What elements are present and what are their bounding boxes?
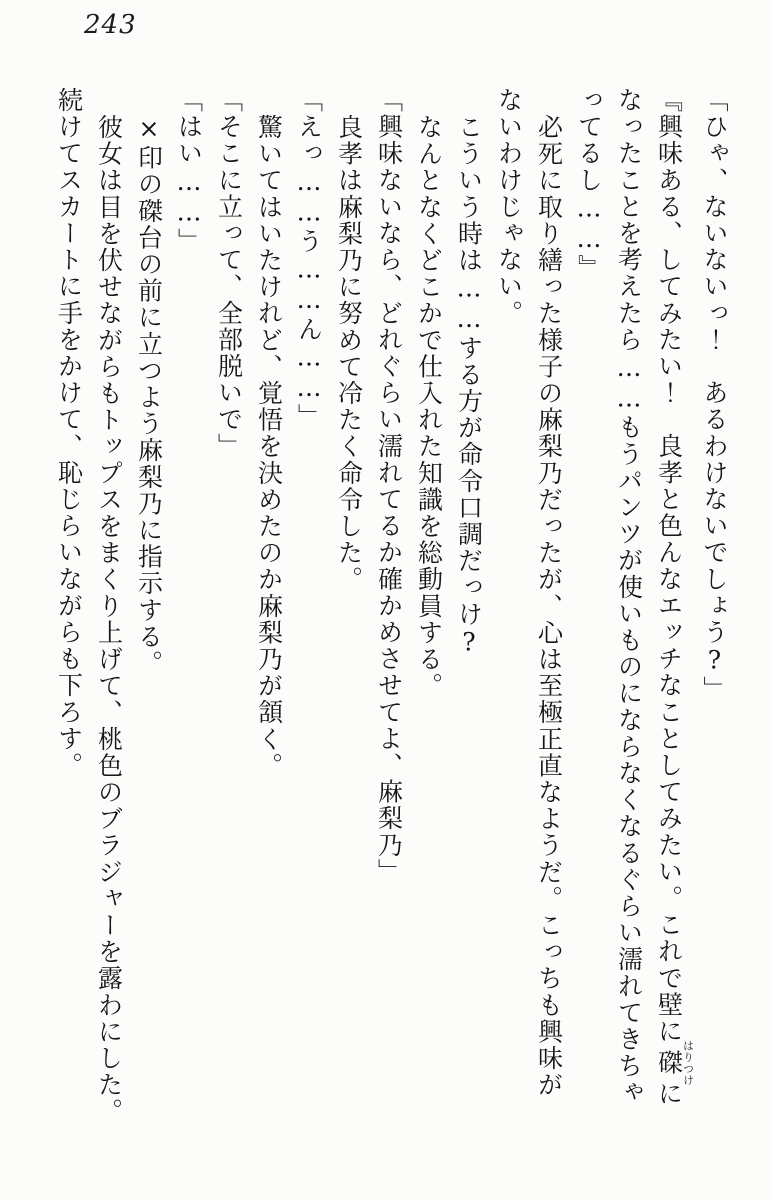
text-line-9: 「興味ないなら、どれぐらい濡れてるか確かめさせてよ、麻梨乃」 [374,87,404,885]
text-line-2 [649,87,695,1127]
text-segment: 『興味ある、してみたい！ 良孝と色んなエッチなことしてみたい。これで壁に [654,87,684,1045]
text-line-5: 必死に取り繕った様子の麻梨乃だったが、心は至極正直なようだ。こっちも興味が [534,114,564,1099]
furigana-annotation: 磔はりつけ [654,1039,695,1086]
text-line-16: 彼女は目を伏せながらもトップスをまくり上げて、桃色のブラジャーを露わにした。 [94,114,124,1125]
text-line-14: 「はい……」 [174,87,204,255]
text-line-13: 「そこに立って、全部脱いで」 [214,87,244,460]
text-line-1: 「ひゃ、ないないっ！ あるわけないでしょう?」 [700,87,729,703]
text-line-7: こういう時は……する方が命令口調だっけ? [454,114,484,658]
text-segment: に [654,1080,684,1108]
text-line-4: ってるし……』 [574,87,604,282]
page-number: 243 [84,10,137,40]
text-line-15: ×印の磔台の前に立つよう麻梨乃に指示する。 [134,114,164,677]
text-line-8: なんとなくどこかで仕入れた知識を総動員する。 [414,114,444,700]
text-line-12: 驚いてはいたけれど、覚悟を決めたのか麻梨乃が頷く。 [254,114,284,779]
text-line-10: 良孝は麻梨乃に努めて冷たく命令した。 [334,114,364,593]
text-line-11: 「えっ……う……ん……」 [294,87,324,431]
text-line-3: なったことを考えたら……もうパンツが使いものにならなくなるぐらい濡れてきちゃ [614,87,644,1106]
text-line-6: ないわけじゃない。 [494,87,524,327]
text-line-17: 続けてスカートに手をかけて、恥じらいながらも下ろす。 [54,87,84,779]
page-text [49,87,735,1127]
